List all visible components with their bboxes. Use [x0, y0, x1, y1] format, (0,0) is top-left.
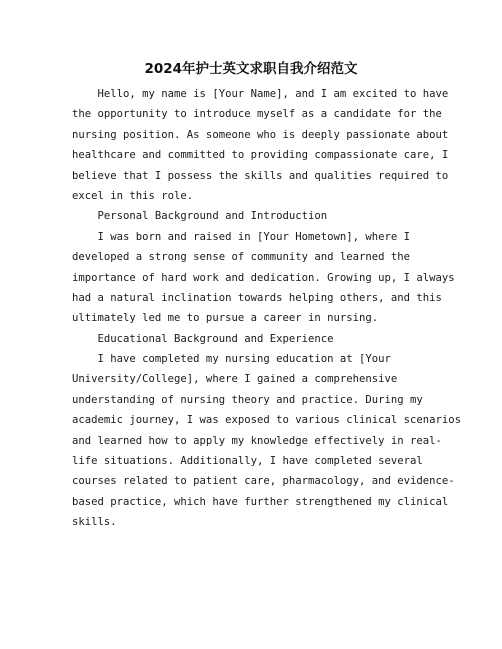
text-line: nursing position. As someone who is deeply passionate about: [72, 128, 449, 141]
text-line: I was born and raised in [Your Hometown], where I: [72, 230, 411, 243]
text-line: ultimately led me to pursue a career in nursing.: [72, 312, 379, 325]
text-line: importance of hard work and dedication. Growing up, I always: [72, 271, 455, 284]
text-line: based practice, which have further strengthened my clinical: [72, 495, 449, 508]
text-line: believe that I possess the skills and qualities required to: [72, 169, 449, 182]
text-line: Hello, my name is [Your Name], and I am excited to have: [72, 88, 449, 100]
section-heading: Personal Background and Introduction: [72, 210, 328, 223]
text-line: academic journey, I was exposed to various clinical scenarios: [72, 414, 462, 427]
text-line: courses related to patient care, pharmacology, and evidence-: [72, 475, 455, 488]
text-line: the opportunity to introduce myself as a candidate for the: [72, 108, 442, 121]
document-title: 2024年护士英文求职自我介绍范文: [144, 61, 358, 77]
text-line: understanding of nursing theory and practice. During my: [72, 393, 423, 406]
text-line: excel in this role.: [72, 189, 194, 202]
text-line: skills.: [72, 516, 117, 529]
text-line: I have completed my nursing education at [Your: [72, 353, 391, 366]
text-line: life situations. Additionally, I have completed several: [72, 455, 423, 468]
text-line: and learned how to apply my knowledge effectively in real-: [72, 434, 442, 447]
text-line: healthcare and committed to providing compassionate care, I: [72, 149, 449, 162]
document-body: [72, 84, 462, 533]
section-heading: Educational Background and Experience: [72, 332, 334, 345]
text-line: developed a strong sense of community and learned the: [72, 251, 411, 264]
text-line: had a natural inclination towards helping others, and this: [72, 291, 442, 304]
text-line: University/College], where I gained a comprehensive: [72, 373, 398, 386]
